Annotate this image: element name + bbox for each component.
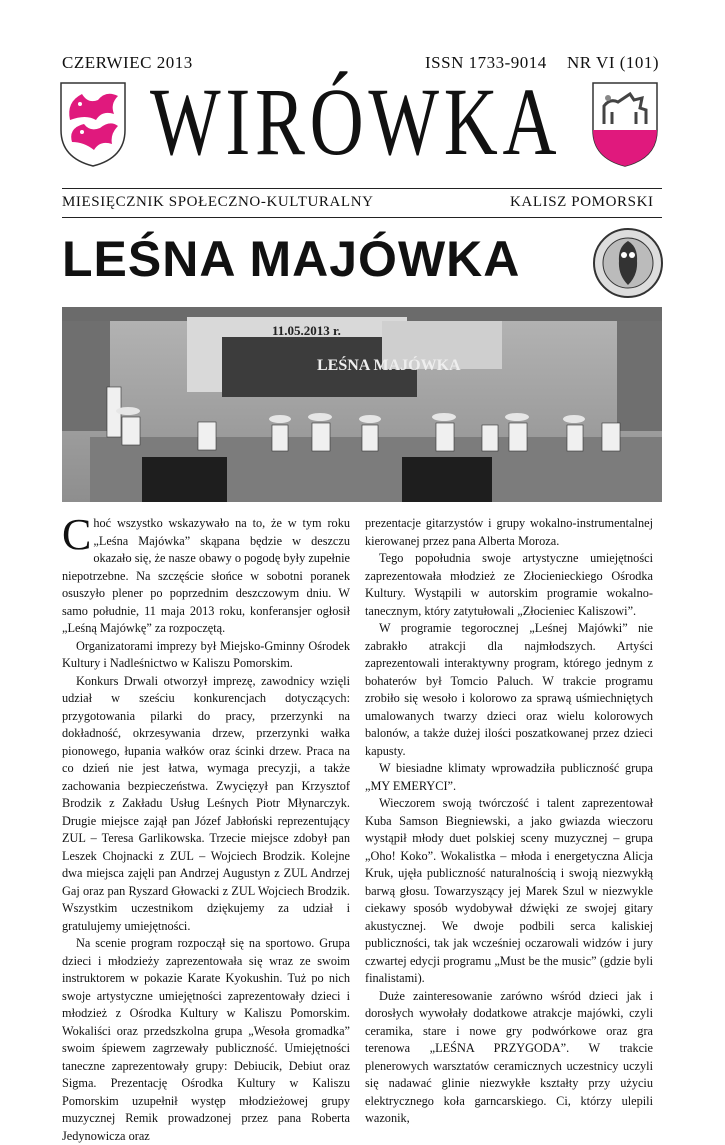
masthead-location: KALISZ POMORSKI [510, 194, 654, 210]
right-crest-icon [590, 80, 660, 168]
article-paragraph: Duże zainteresowanie zarówno wśród dzieci jak i dorosłych wywołały dodatkowe atrakcje majówki, czyli ceramika, stare i nowe gry podwórkowe oraz gra terenowa „LEŚNA PRZYGODA”. W trakcie plenerowych warsztatów ceramicznych uczestnicy uczyli się nadawać glinie niezwykłe kształty przy użyciu elektrycznego koła garncarskiego. Ci, którzy ulepili wazonik, [365, 988, 653, 1125]
article-paragraph: Konkurs Drwali otworzył imprezę, zawodnicy wzięli udział w sześciu konkurencjach dotyczących: przygotowania pilarki do pracy, przerzynki na dokładność, okrzesywania drzew, przerzynki wałka pionowego, łupania wałków oraz ścinki drzew. Praca na co dzień nie jest łatwa, wymaga precyzji, a także zachowania bezpieczeństwa. Zwycięzył pan Krzysztof Brodzik z Zakładu Usług Leśnych Piotr Młynarczyk. Drugie miejsce zajął pan Józef Jabłoński reprezentujący ZUL – Teresa Garlikowska. Trzecie miejsce zdobył pan Leszek Chojnacki z ZUL – Wojciech Brodzik. Kolejne dwa miejsca zajęli pan Andrzej Augustyn z ZUL Andrzej Gaj oraz pan Ryszard Głowacki z ZUL Wojciech Brodzik. Wszystkim uczestnikom dziękujemy za udział i gratulujemy umiejętności. [62, 673, 350, 933]
article-column-1 [62, 510, 350, 1145]
top-rule [62, 188, 662, 189]
headline: LEŚNA MAJÓWKA [62, 231, 521, 287]
article-paragraph: Wieczorem swoją twórczość i talent zaprezentował Kuba Samson Biegniewski, a jako gwiazda wieczoru wystąpił młody duet polskiej sceny muzycznej – grupa „Oho! Koko”. Wokalistka – młoda i energetyczna Alicja Kruk, ujęła publiczność naturalnością i swoją niezwykłą barwą głosu. Towarzyszący jej Marek Szul w niezwykle ciekawy sposób wydobywał dźwięki ze swojej gitary akustycznej. We dwoje podbili serca kaliskiej publiczności, tak jak wcześniej oczarowali widzów i jury czwartej edycji programu „Must be the music” (gdzie byli finalistami). [365, 796, 653, 985]
issue-number: NR VI (101) [567, 53, 660, 72]
forestry-badge-icon [592, 227, 664, 299]
article-column-2 [365, 515, 653, 1128]
issn: ISSN 1733-9014 [425, 53, 547, 72]
article-paragraph: Na scenie program rozpoczął się na sportowo. Grupa dzieci i młodzieży zaprezentowała się wraz ze swoim instruktorem w pokazie Karate Kyokushin. Tuż po nich swoje artystyczne umiejętności zaprezentowały dzieci i młodzież z Ośrodka Kultury w Kaliszu Pomorskim. Wokaliści oraz przedszkolna grupa „Wesoła gromadka” swoim śpiewem zagrzewały publiczność. Umiejętności taneczne zaprezentowały grupy: Debiucik, Debiut oraz Sigma. Prezentację Ośrodka Kultury w Kaliszu Pomorskim uzupełnił występ młodzieżowej grupy muzycznej Remik prowadzonej przez pana Roberta Jedynowicza oraz [62, 936, 350, 1143]
masthead [150, 68, 590, 186]
drop-cap: C [62, 510, 92, 559]
issue-date: CZERWIEC 2013 [62, 53, 193, 72]
article-paragraph: Choć wszystko wskazywało na to, że w tym roku „Leśna Majówka” skąpana będzie w deszczu okazało się, że nasze obawy o pogodę były zupełnie niepotrzebne. Na szczęście słońce w sobotni poranek osuszyło plener po poprzednim deszczowym dniu. W samo południe, 11 maja 2013 roku, konferansjer ogłosił „Leśną Majówkę” za rozpoczętą. [62, 510, 350, 635]
bottom-rule [62, 217, 662, 218]
article-paragraph: Organizatorami imprezy był Miejsko-Gminny Ośrodek Kultury i Nadleśnictwo w Kaliszu Pomorskim. [62, 638, 350, 670]
article-paragraph: Tego popołudnia swoje artystyczne umiejętności zaprezentowała młodzież ze Złocienieckiego Ośrodka Kultury. Wystąpili w autorskim programie wokalno-tanecznym, który zatytułowali „Złocieniec Kaliszowi”. [365, 551, 653, 618]
left-crest-icon [58, 80, 128, 168]
event-photo [62, 307, 662, 502]
masthead-title: WIRÓWKA [150, 68, 562, 175]
photo-date-sign: 11.05.2013 r. [272, 323, 341, 338]
photo-banner: LEŚNA MAJÓWKA [317, 357, 461, 374]
article-paragraph: W programie tegorocznej „Leśnej Majówki” nie zabrakło atrakcji dla najmłodszych. Artyści zaprezentowali interaktywny program, którego jednym z bohaterów był Tomcio Paluch. W trakcie programu zrobiło się wesoło i kolorowo za sprawą uśmiechniętych umalowanych twarzy dzieci oraz wielu kolorowych balonów, a także dużej ilości poszatkowanej przez dzieci kapusty. [365, 621, 653, 758]
article-paragraph: prezentacje gitarzystów i grupy wokalno-instrumentalnej kierowanej przez pana Alberta Moroza. [365, 516, 653, 548]
article-paragraph: W biesiadne klimaty wprowadziła publiczność grupa „MY EMERYCI”. [365, 761, 653, 793]
masthead-subtitle: MIESIĘCZNIK SPOŁECZNO-KULTURALNY [62, 194, 374, 210]
